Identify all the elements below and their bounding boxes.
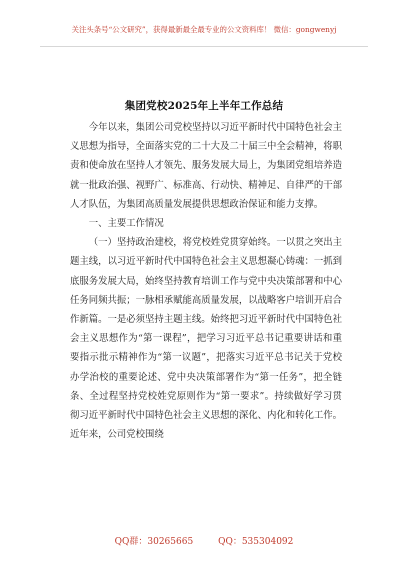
section-heading: 一、主要工作情况 xyxy=(88,218,164,230)
header-notice: 关注头条号“公文研究”，获得最新最全最专业的公文资料库！ 微信：gongwenyj xyxy=(71,25,337,34)
document-title: 集团党校2025年上半年工作总结 xyxy=(124,100,284,112)
document-body xyxy=(70,118,342,444)
footer-qq: QQ：535304092 xyxy=(218,537,294,547)
intro-paragraph: 今年以来，集团公司党校坚持以习近平新时代中国特色社会主义思想为指导，全面落实党的二十大及二十届三中全会精神，将职责和使命放在坚持人才领先、服务发展大局上，为集团党组培养造就一批政治强、视野广、标准高、行动快、精神足、自律严的干部人才队伍，为集团高质量发展提供思想政治保证和能力支撑。 xyxy=(70,122,342,210)
body-paragraph: （一）坚持政治建校，将党校姓党贯穿始终。一以贯之突出主题主线，以习近平新时代中国特色社会主义思想凝心铸魂：一抓到底服务发展大局，始终坚持教育培训工作与党中央决策部署和中心任务同频共振；一脉相承赋能高质量发展，以战略客户培训开启合作新篇。一是必须坚持主题主线。始终把习近平新时代中国特色社会主义思想作为“第一课程”，把学习习近平总书记重要讲话和重要指示批示精神作为“第一议题”，把落实习近平总书记关于党校办学治校的重要论述、党中央决策部署作为“第一任务”，把全链条、全过程坚持党校姓党原则作为“第一要求”。持续做好学习贯彻习近平新时代中国特色社会主义思想的深化、内化和转化工作。近年来，公司党校围绕 xyxy=(70,237,342,441)
header-divider xyxy=(40,46,368,47)
footer-qq-group: QQ群：30265665 xyxy=(114,537,194,547)
footer-contact xyxy=(0,534,408,547)
